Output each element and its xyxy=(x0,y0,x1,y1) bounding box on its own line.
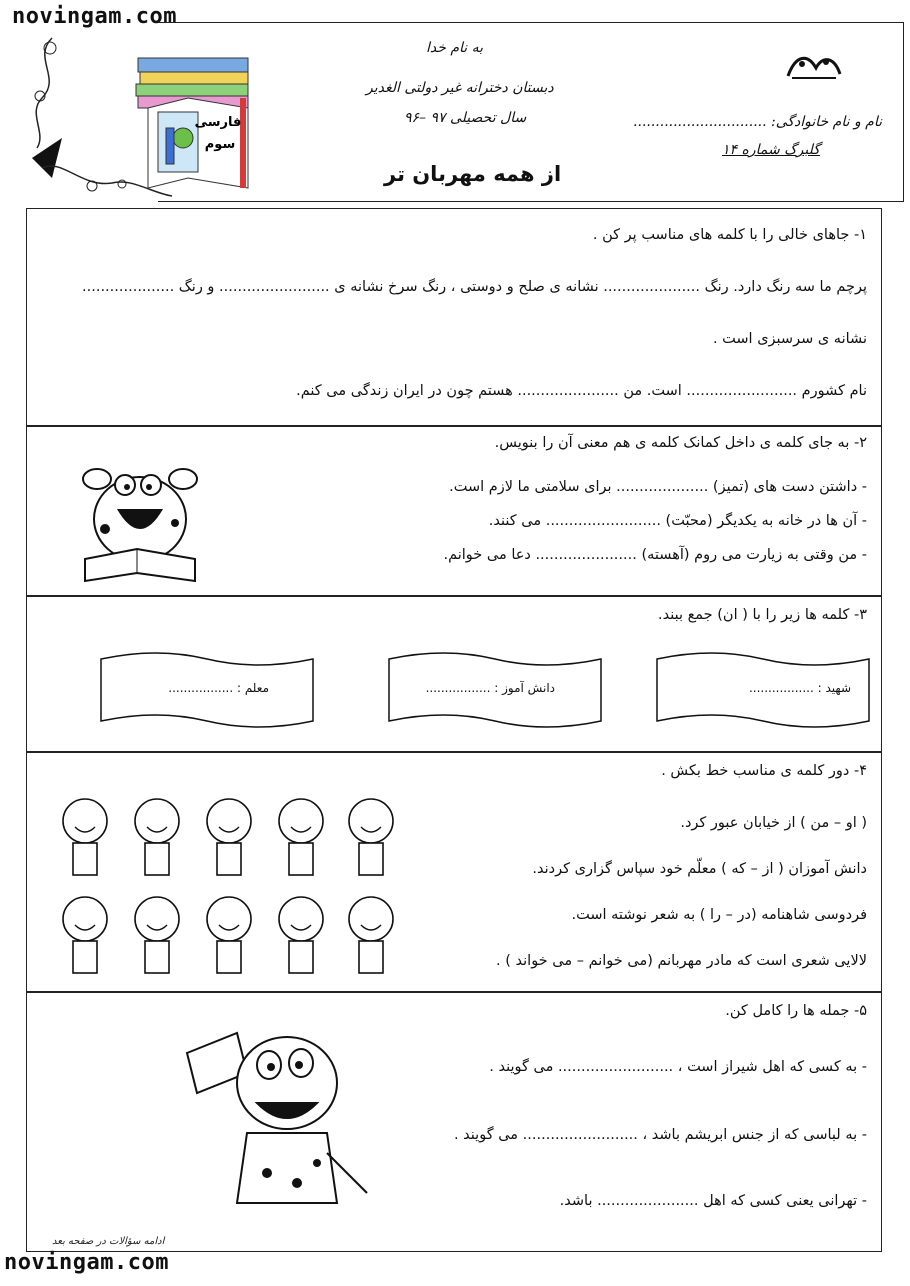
box-3-label: معلم : ................. xyxy=(168,681,269,695)
q2-item-2: - آن ها در خانه به یکدیگر (محبّت) ......................... می کنند. xyxy=(488,513,867,529)
caveman-icon xyxy=(177,1013,377,1233)
student-name-field: نام و نام خانوادگی: .............................. xyxy=(633,114,882,130)
q4-line-2: دانش آموزان ( از – که ) معلّم خود سپاس گزاری کردند. xyxy=(532,861,867,877)
q1-line-2: نشانه ی سرسبزی است . xyxy=(712,331,867,347)
q2-item-1: - داشتن دست های (تمیز) .................... برای سلامتی ما لازم است. xyxy=(449,479,867,495)
question-5-section xyxy=(26,992,882,1252)
q1-heading: ۱- جاهای خالی را با کلمه های مناسب پر کن . xyxy=(592,227,867,243)
box-2-label: دانش آموز : ................. xyxy=(425,681,555,695)
school-name: دبستان دخترانه غیر دولتی الغدیر xyxy=(366,80,554,96)
school-logo-icon xyxy=(782,48,846,88)
book-label-1: فارسی xyxy=(194,115,242,130)
question-4-section xyxy=(26,752,882,992)
box-1-label: شهید : ................. xyxy=(748,681,851,695)
worksheet-header xyxy=(22,18,884,204)
book-label-2: سوم xyxy=(204,137,236,152)
q1-line-1: پرچم ما سه رنگ دارد. رنگ ..................... نشانه ی صلح و دوستی ، رنگ سرخ نشانه ی ........................ و رنگ .................... xyxy=(82,279,867,295)
q4-line-3: فردوسی شاهنامه (در – را ) به شعر نوشته است. xyxy=(571,907,867,923)
question-3-section xyxy=(26,596,882,752)
q4-line-4: لالایی شعری است که مادر مهربانم (می خوانم – می خواند ) . xyxy=(496,953,867,969)
q4-line-1: ( او – من ) از خیابان عبور کرد. xyxy=(680,815,867,831)
books-illustration-icon xyxy=(128,38,268,198)
q5-item-3: - تهرانی یعنی کسی که اهل ...................... باشد. xyxy=(559,1193,867,1209)
academic-year: سال تحصیلی ۹۷ –۹۶ xyxy=(404,110,527,126)
q5-heading: ۵- جمله ها را کامل کن. xyxy=(725,1003,867,1019)
basmala: به نام خدا xyxy=(426,40,484,56)
worksheet-title: از همه مهربان تر xyxy=(384,162,562,186)
q3-heading: ۳- کلمه ها زیر را با ( ان) جمع ببند. xyxy=(657,607,867,623)
question-2-section xyxy=(26,426,882,596)
watermark-bottom: novingam.com xyxy=(4,1250,169,1275)
reading-dog-icon xyxy=(75,449,205,589)
q4-heading: ۴- دور کلمه ی مناسب خط بکش . xyxy=(661,763,867,779)
sheet-number: گلبرگ شماره ۱۴ xyxy=(722,142,820,158)
q5-item-1: - به کسی که اهل شیراز است ، ......................... می گویند . xyxy=(489,1059,867,1075)
q5-item-2: - به لباسی که از جنس ابریشم باشد ، ......................... می گویند . xyxy=(453,1127,867,1143)
children-group-icon xyxy=(45,789,415,989)
watermark-top: novingam.com xyxy=(12,4,177,29)
continuation-note: ادامه سؤالات در صفحه بعد xyxy=(52,1236,165,1247)
q1-line-3: نام کشورم ........................ است. من ...................... هستم چون در ایران زندگی می کنم. xyxy=(296,383,867,399)
question-1-section xyxy=(26,208,882,426)
q2-item-3: - من وقتی به زیارت می روم (آهسته) ...................... دعا می خوانم. xyxy=(443,547,867,563)
q2-heading: ۲- به جای کلمه ی داخل کمانک کلمه ی هم معنی آن را بنویس. xyxy=(494,435,867,451)
